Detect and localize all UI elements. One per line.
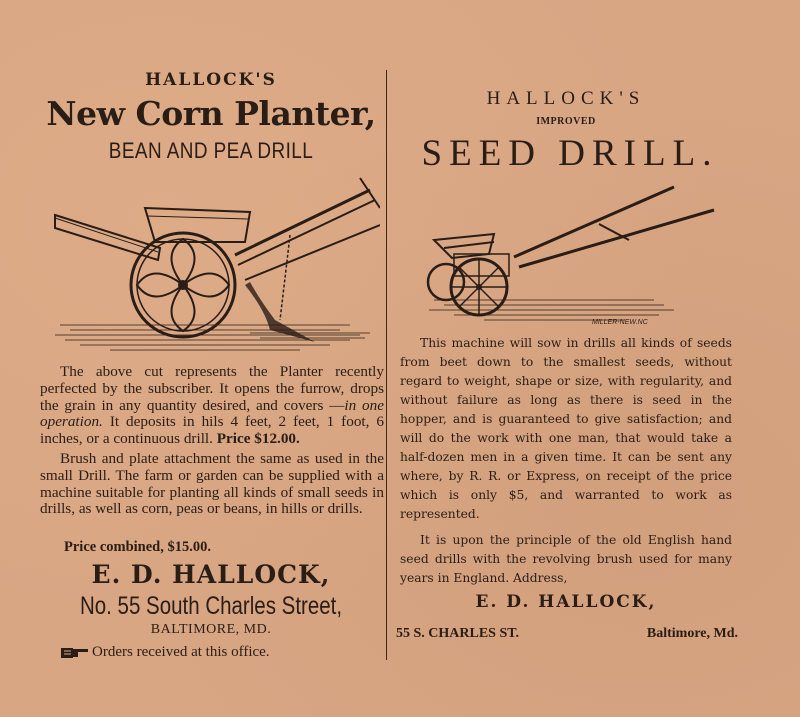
left-street-address: No. 55 South Charles Street, [79,592,343,620]
right-city: Baltimore, Md. [646,626,738,641]
seed-drill-illustration [424,182,734,330]
left-seller-name: E. D. HALLOCK, [91,560,331,589]
right-kicker: HALLOCK'S [486,88,646,109]
left-subtitle: BEAN AND PEA DRILL [108,138,314,163]
orders-text: Orders received at this office. [92,644,270,660]
right-paragraph-2: It is upon the principle of the old English hand seed drills with the revolving brush used for many years in England. Address, [400,533,732,585]
left-price: Price $12.00. [216,430,300,448]
left-title: New Corn Planter, [46,94,376,133]
pointing-hand-icon [60,646,90,660]
right-paragraph-1: This machine will sow in drills all kinds of seeds from beet down to the smallest seeds, without regard to weight, shape or size, with regularity, and without failure as long as there is seed in the hopper, and is guaranteed to give satisfaction; and will do the work with one man, that would take a half-dozen men in a given time. It can be sent any where, by R. R. or Express, on receipt of the price which is only $5, and warranted to work as represented. [400,336,732,521]
left-paragraph-2: Brush and plate attachment the same as used in the small Drill. The farm or garden can be supplied with a machine suitable for planting all kinds of small seeds in drills, as well as corn, peas or beans, in hills or drills. [40,449,384,518]
corn-planter-illustration [50,170,380,360]
left-kicker: HALLOCK'S [145,70,277,90]
orders-note [60,644,270,661]
right-seller-name: E. D. HALLOCK, [475,592,657,612]
right-address [396,626,738,642]
column-divider [386,70,387,660]
left-paragraph-1: The above cut represents the Planter recently perfected by the subscriber. It opens the furrow, drops the grain in any quantity desired, and covers —in one operation. It deposits in hils 4 feet, 2 feet, 1 foot, 6 inches, or a continuous drill. Price $12.00. [40,363,384,448]
right-improved-label: IMPROVED [536,116,596,127]
engraver-signature: MILLER-NEW.NC [592,319,648,326]
right-street: 55 S. CHARLES ST. [396,626,520,641]
price-combined: Price combined, $15.00. [64,539,211,555]
right-body-text [400,334,732,588]
left-city: BALTIMORE, MD. [150,622,272,637]
left-body-text [40,364,384,518]
right-title: SEED DRILL. [421,133,719,174]
